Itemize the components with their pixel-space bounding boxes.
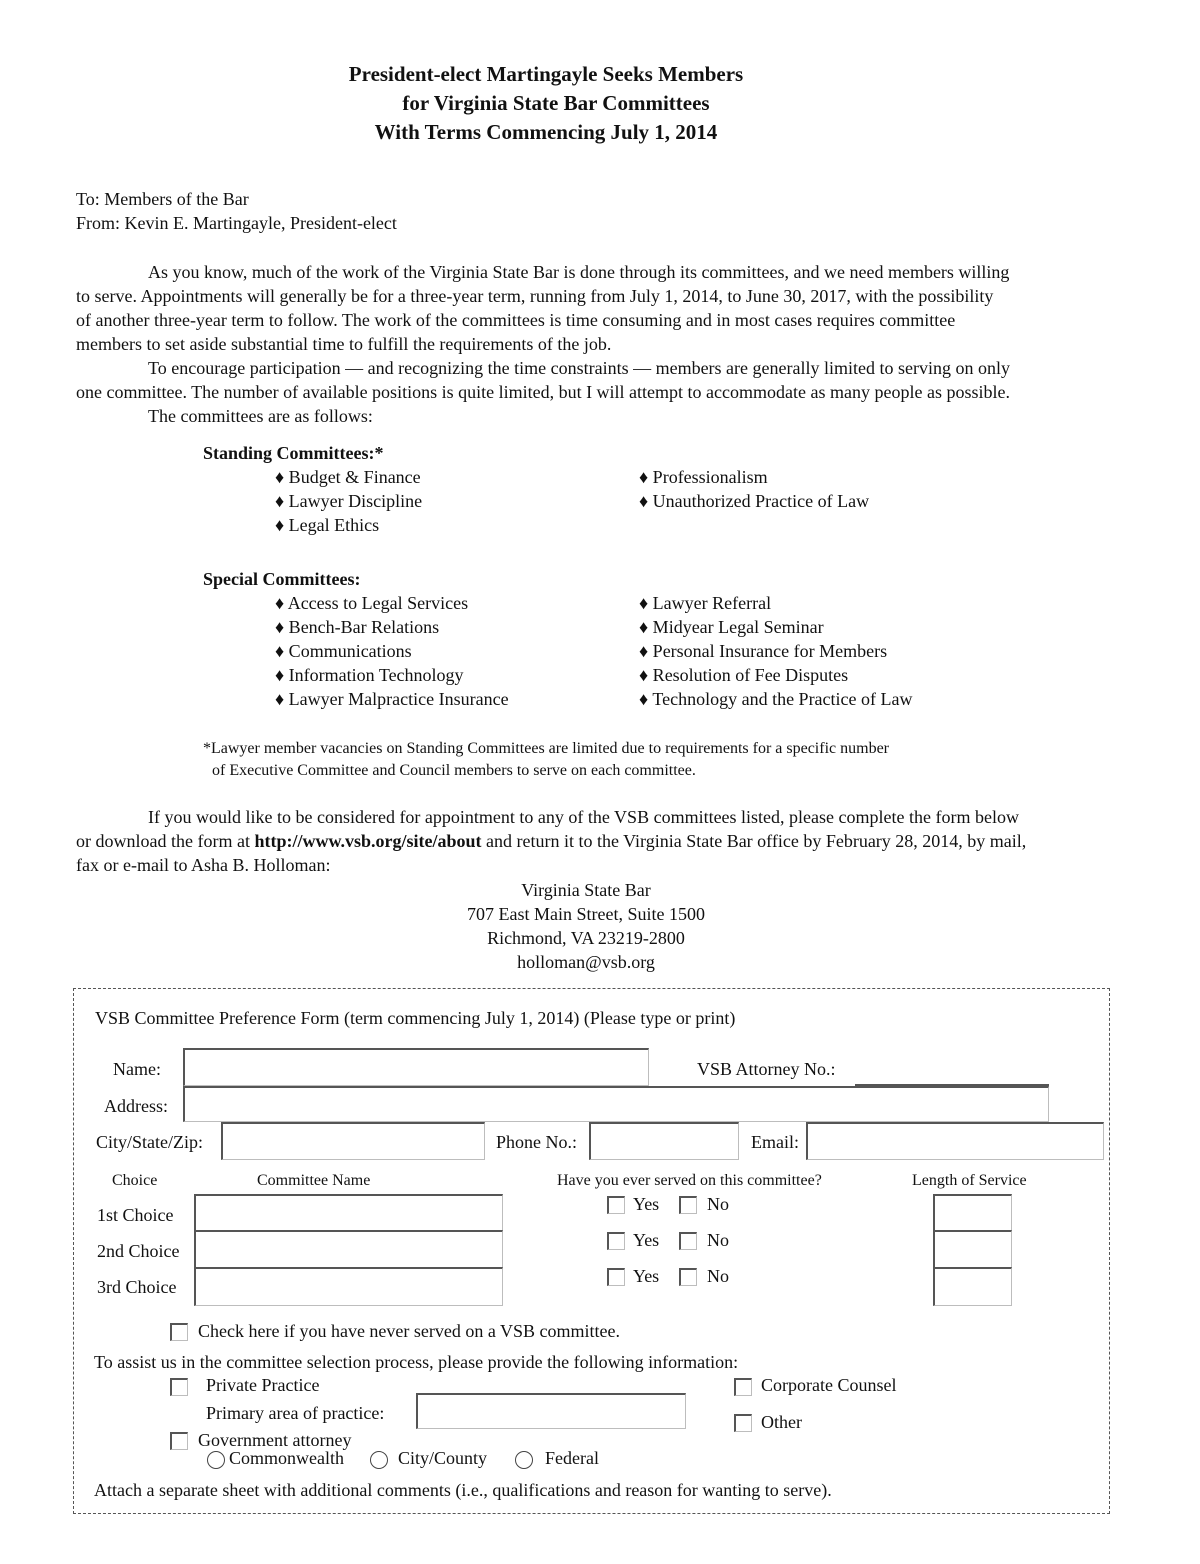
- phone-input[interactable]: [589, 1122, 739, 1160]
- served-column-header: Have you ever served on this committee?: [557, 1172, 822, 1189]
- choice-label: 2nd Choice: [97, 1241, 180, 1261]
- city-state-zip-label: City/State/Zip:: [96, 1132, 203, 1152]
- private-practice-label: Private Practice: [206, 1375, 320, 1395]
- choice-label: 3rd Choice: [97, 1277, 177, 1297]
- served-yes-checkbox[interactable]: [607, 1232, 625, 1250]
- committee-item: ♦ Legal Ethics: [275, 515, 380, 535]
- address-street: 707 East Main Street, Suite 1500: [467, 904, 705, 924]
- city-state-zip-input[interactable]: [221, 1122, 485, 1160]
- instructions-line: [76, 831, 1026, 852]
- special-committees-heading: Special Committees:: [203, 569, 361, 589]
- never-served-label: Check here if you have never served on a VSB committee.: [198, 1321, 621, 1341]
- committee-item: ♦ Bench-Bar Relations: [275, 617, 440, 637]
- address-city: Richmond, VA 23219-2800: [487, 928, 685, 948]
- paragraph-2-line: To encourage participation — and recognizing the time constraints — members are generally limited to serving on only: [148, 358, 1010, 378]
- length-of-service-input[interactable]: [933, 1230, 1012, 1268]
- other-checkbox[interactable]: [734, 1414, 752, 1432]
- served-no-checkbox[interactable]: [679, 1232, 697, 1250]
- yes-label: Yes: [633, 1194, 660, 1214]
- length-of-service-input[interactable]: [933, 1267, 1012, 1306]
- download-link[interactable]: http://www.vsb.org/site/about: [254, 831, 482, 851]
- title-line-1: President-elect Martingayle Seeks Members: [348, 62, 744, 86]
- address-label: Address:: [104, 1096, 168, 1116]
- email-input[interactable]: [806, 1122, 1104, 1160]
- length-of-service-column-header: Length of Service: [912, 1172, 1027, 1189]
- committee-item: ♦ Budget & Finance: [275, 467, 421, 487]
- committee-name-column-header: Committee Name: [257, 1172, 371, 1189]
- government-attorney-label: Government attorney: [198, 1430, 352, 1450]
- choice-label: 1st Choice: [97, 1205, 174, 1225]
- email-label: Email:: [751, 1132, 799, 1152]
- committee-item: ♦ Personal Insurance for Members: [639, 641, 888, 661]
- memo-to: To: Members of the Bar: [76, 189, 249, 209]
- no-label: No: [707, 1266, 729, 1286]
- standing-committees-heading: Standing Committees:*: [203, 443, 384, 463]
- committee-item: ♦ Resolution of Fee Disputes: [639, 665, 849, 685]
- never-served-checkbox[interactable]: [170, 1323, 188, 1341]
- phone-label: Phone No.:: [496, 1132, 577, 1152]
- federal-label: Federal: [545, 1448, 599, 1468]
- city-county-label: City/County: [398, 1448, 488, 1468]
- title-line-2: for Virginia State Bar Committees: [402, 91, 710, 115]
- third-choice-input[interactable]: [194, 1267, 503, 1306]
- attorney-number-label: VSB Attorney No.:: [697, 1059, 836, 1079]
- instructions-line: If you would like to be considered for appointment to any of the VSB committees listed, please complete the form below: [148, 807, 1019, 827]
- committee-item: ♦ Unauthorized Practice of Law: [639, 491, 870, 511]
- commonwealth-radio[interactable]: [207, 1451, 225, 1469]
- commonwealth-label: Commonwealth: [229, 1448, 344, 1468]
- served-no-checkbox[interactable]: [679, 1196, 697, 1214]
- committee-item: ♦ Access to Legal Services: [275, 593, 469, 613]
- instructions-line: fax or e-mail to Asha B. Holloman:: [76, 855, 331, 875]
- yes-label: Yes: [633, 1230, 660, 1250]
- served-no-checkbox[interactable]: [679, 1268, 697, 1286]
- address-input[interactable]: [183, 1086, 1049, 1122]
- instructions-text: and return it to the Virginia State Bar office by February 28, 2014, by mail,: [481, 831, 1027, 851]
- corporate-counsel-checkbox[interactable]: [734, 1378, 752, 1396]
- committee-item: ♦ Professionalism: [639, 467, 768, 487]
- private-practice-checkbox[interactable]: [170, 1378, 188, 1396]
- paragraph-2-line: one committee. The number of available positions is quite limited, but I will attempt to accommodate as many people as possible.: [76, 382, 1010, 402]
- committee-item: ♦ Midyear Legal Seminar: [639, 617, 824, 637]
- title-line-3: With Terms Commencing July 1, 2014: [374, 120, 718, 144]
- primary-area-input[interactable]: [416, 1393, 686, 1429]
- committee-item: ♦ Lawyer Discipline: [275, 491, 423, 511]
- length-of-service-input[interactable]: [933, 1194, 1012, 1232]
- form-title: VSB Committee Preference Form (term commencing July 1, 2014) (Please type or print): [95, 1008, 736, 1028]
- name-input[interactable]: [183, 1048, 649, 1086]
- paragraph-1-line: members to set aside substantial time to fulfill the requirements of the job.: [76, 334, 612, 354]
- government-attorney-checkbox[interactable]: [170, 1432, 188, 1450]
- no-label: No: [707, 1230, 729, 1250]
- address-org: Virginia State Bar: [521, 880, 651, 900]
- choice-column-header: Choice: [112, 1172, 158, 1189]
- paragraph-1-line: of another three-year term to follow. The work of the committees is time consuming and in most cases requires committee: [76, 310, 956, 330]
- paragraph-1-line: to serve. Appointments will generally be for a three-year term, running from July 1, 2014, to June 30, 2017, with the possibility: [76, 286, 994, 306]
- paragraph-3: The committees are as follows:: [148, 406, 373, 426]
- committee-item: ♦ Technology and the Practice of Law: [639, 689, 913, 709]
- attach-note: Attach a separate sheet with additional comments (i.e., qualifications and reason for wanting to serve).: [94, 1480, 832, 1500]
- address-email: holloman@vsb.org: [517, 952, 655, 972]
- committee-item: ♦ Communications: [275, 641, 412, 661]
- no-label: No: [707, 1194, 729, 1214]
- committee-item: ♦ Lawyer Referral: [639, 593, 772, 613]
- primary-area-label: Primary area of practice:: [206, 1403, 385, 1423]
- paragraph-1-line: As you know, much of the work of the Virginia State Bar is done through its committees, and we need members willing: [148, 262, 1010, 282]
- assist-text: To assist us in the committee selection process, please provide the following information:: [94, 1352, 739, 1372]
- name-label: Name:: [113, 1059, 161, 1079]
- second-choice-input[interactable]: [194, 1230, 503, 1268]
- committee-item: ♦ Lawyer Malpractice Insurance: [275, 689, 509, 709]
- committee-item: ♦ Information Technology: [275, 665, 464, 685]
- federal-radio[interactable]: [515, 1451, 533, 1469]
- footnote-line: *Lawyer member vacancies on Standing Committees are limited due to requirements for a specific number: [203, 740, 889, 757]
- city-county-radio[interactable]: [370, 1451, 388, 1469]
- other-label: Other: [761, 1412, 802, 1432]
- served-yes-checkbox[interactable]: [607, 1196, 625, 1214]
- yes-label: Yes: [633, 1266, 660, 1286]
- instructions-text: or download the form at: [76, 831, 255, 851]
- corporate-counsel-label: Corporate Counsel: [761, 1375, 897, 1395]
- first-choice-input[interactable]: [194, 1194, 503, 1232]
- memo-from: From: Kevin E. Martingayle, President-elect: [76, 213, 397, 233]
- footnote-line: of Executive Committee and Council members to serve on each committee.: [212, 762, 696, 779]
- served-yes-checkbox[interactable]: [607, 1268, 625, 1286]
